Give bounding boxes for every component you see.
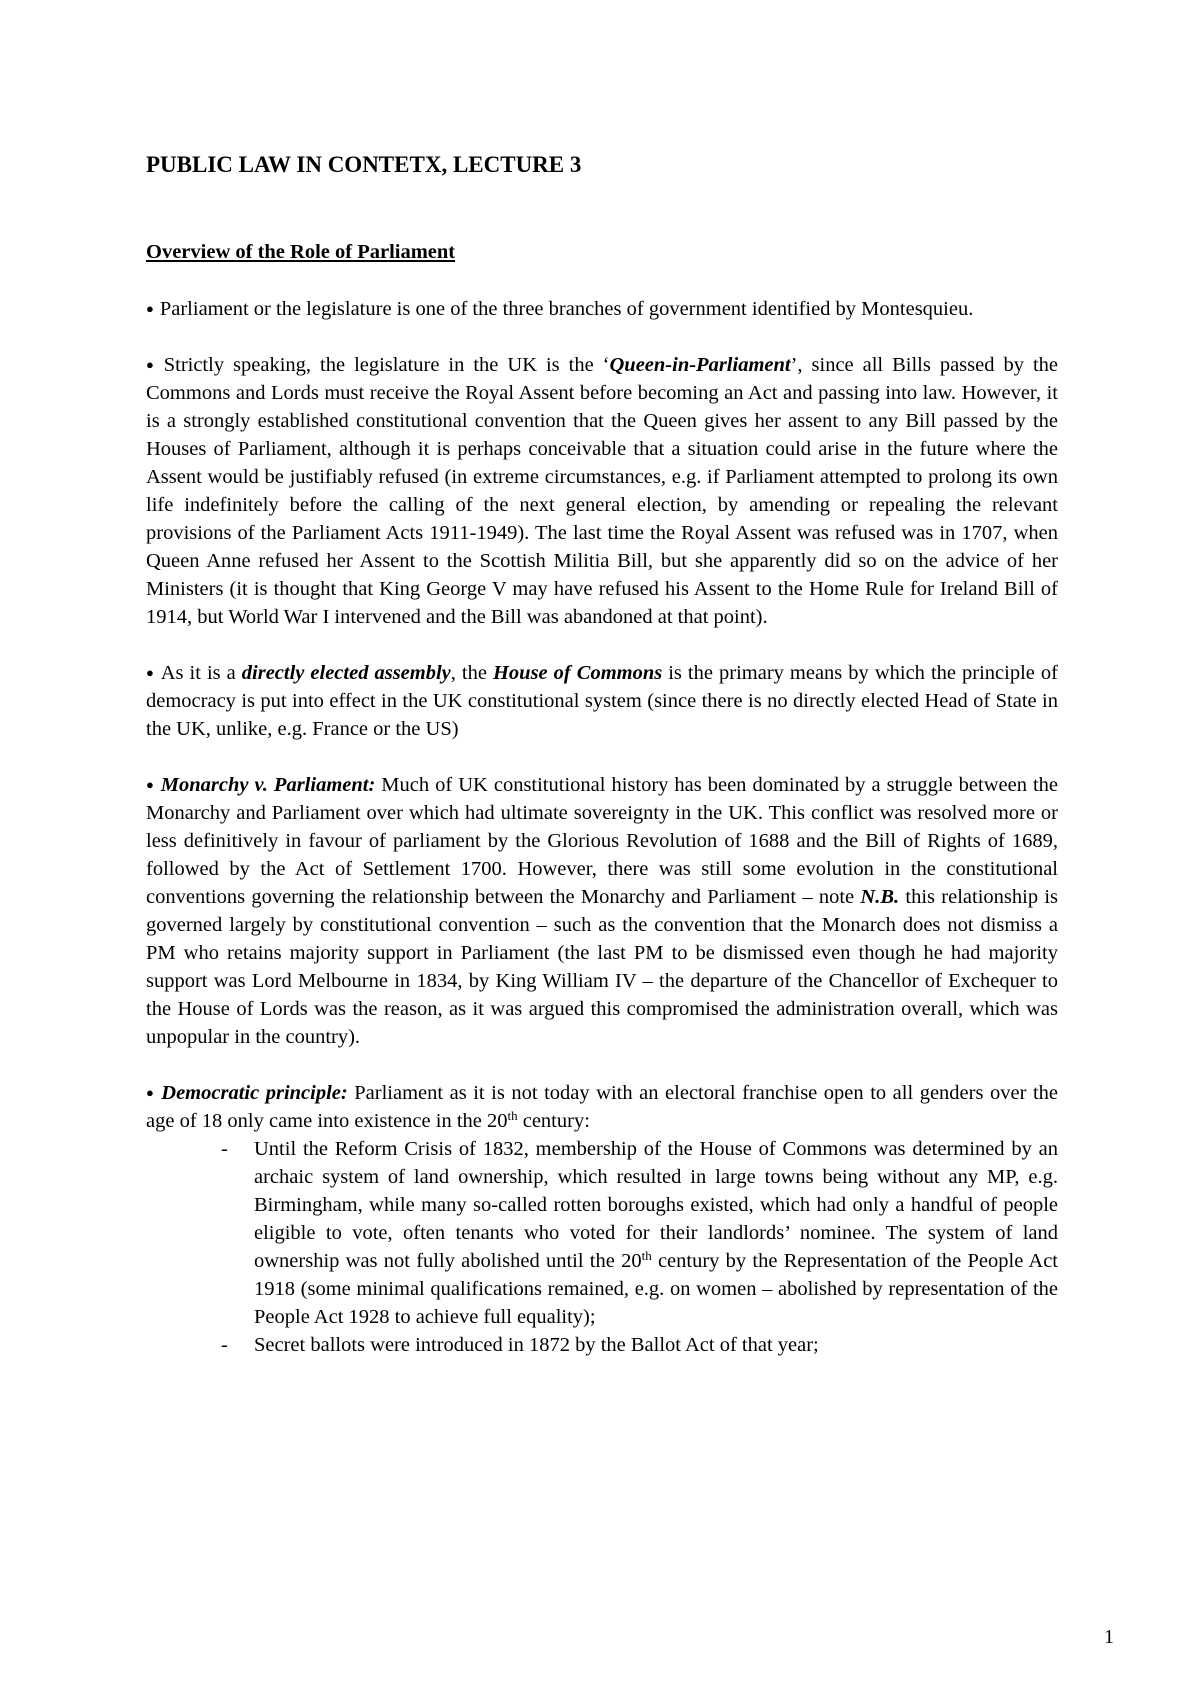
paragraph-queen-in-parliament <box>146 351 1058 631</box>
paragraph-text: this relationship is governed largely by constitutional convention – such as the convention that the Monarch does not dismiss a PM who retains majority support in Parliament (the last PM to be dismissed even though he had majority support was Lord Melbourne in 1834, by King William IV – the departure of the Chancellor of Exchequer to the House of Lords was the reason, as it was argued this compromised the administration overall, which was unpopular in the country). <box>146 886 1059 1048</box>
paragraph-text: Parliament or the legislature is one of the three branches of government identified by Montesquieu. <box>159 298 974 320</box>
term-nb: N.B. <box>860 886 900 908</box>
list-item-text: Secret ballots were introduced in 1872 by the Ballot Act of that year; <box>254 1334 819 1356</box>
superscript-th: th <box>641 1248 652 1263</box>
list-item <box>221 1331 1058 1359</box>
term-queen-in-parliament: Queen-in-Parliament <box>609 354 791 376</box>
bullet-icon: ● <box>146 665 155 680</box>
paragraph-house-of-commons <box>146 659 1058 743</box>
superscript-th: th <box>507 1108 518 1123</box>
bullet-icon: ● <box>146 357 158 372</box>
paragraph-monarchy-v-parliament <box>146 771 1058 1051</box>
paragraph-democratic-principle <box>146 1079 1058 1135</box>
document-title: PUBLIC LAW IN CONTETX, LECTURE 3 <box>146 152 582 177</box>
term-monarchy-v-parliament: Monarchy v. Parliament: <box>160 774 376 796</box>
page-number: 1 <box>1104 1626 1114 1648</box>
dash-marker: - <box>221 1334 228 1356</box>
paragraph-text: is the primary means by which the principle of democracy is put into effect in the UK constitutional system (since there is no directly elected Head of State in the UK, unlike, e.g. France or the US) <box>146 662 1058 740</box>
list-item-text: Until the Reform Crisis of 1832, membership of the House of Commons was determined by an archaic system of land ownership, which resulted in large towns being without any MP, e.g. Birmingham, while many so-called rotten boroughs existed, which had only a handful of people eligible to vote, often tenants who voted for their landlords’ nominee. The system of land ownership was not fully abolished until the 20 <box>254 1138 1058 1272</box>
sub-list <box>146 1135 1058 1359</box>
paragraph-text: Parliament as it is not today with an electoral franchise open to all genders over the age of 18 only came into existence in the 20 <box>146 1082 1059 1132</box>
term-democratic-principle: Democratic principle: <box>161 1082 348 1104</box>
paragraph-text: , the <box>450 662 493 684</box>
paragraph-text: century: <box>517 1110 590 1132</box>
list-item <box>221 1135 1059 1331</box>
paragraph-montesquieu <box>146 295 1058 323</box>
list-item-text: century by the Representation of the People Act 1918 (some minimal qualifications remained, e.g. on women – abolished by representation of the People Act 1928 to achieve full equality); <box>254 1250 1059 1328</box>
section-heading: Overview of the Role of Parliament <box>146 241 456 263</box>
term-house-of-commons: House of Commons <box>492 662 663 684</box>
paragraph-text: Much of UK constitutional history has been dominated by a struggle between the Monarchy and Parliament over which had ultimate sovereignty in the UK. This conflict was resolved more or less definitively in favour of parliament by the Glorious Revolution of 1688 and the Bill of Rights of 1689, followed by the Act of Settlement 1700. However, there was still some evolution in the constitutional conventions governing the relationship between the Monarchy and Parliament – note <box>146 774 1058 908</box>
paragraph-text: Strictly speaking, the legislature in the UK is the ‘ <box>163 354 610 376</box>
paragraph-text: As it is a <box>160 662 242 684</box>
document-body <box>146 295 1058 1359</box>
bullet-icon: ● <box>146 777 155 792</box>
paragraph-text: ’, since all Bills passed by the Commons and Lords must receive the Royal Assent before becoming an Act and passing into law. However, it is a strongly established constitutional convention that the Queen gives her assent to any Bill passed by the Houses of Parliament, although it is perhaps conceivable that a situation could arise in the future where the Assent would be justifiably refused (in extreme circumstances, e.g. if Parliament attempted to prolong its own life indefinitely before the calling of the next general election, by amending or repealing the relevant provisions of the Parliament Acts 1911-1949). The last time the Royal Assent was refused was in 1707, when Queen Anne refused her Assent to the Scottish Militia Bill, but she apparently did so on the advice of her Ministers (it is thought that King George V may have refused his Assent to the Home Rule for Ireland Bill of 1914, but World War I intervened and the Bill was abandoned at that point). <box>146 354 1058 628</box>
document-page <box>146 0 1058 1698</box>
bullet-icon: ● <box>146 1085 156 1100</box>
bullet-icon: ● <box>146 301 154 316</box>
term-directly-elected-assembly: directly elected assembly <box>241 662 451 684</box>
dash-marker: - <box>221 1138 228 1160</box>
